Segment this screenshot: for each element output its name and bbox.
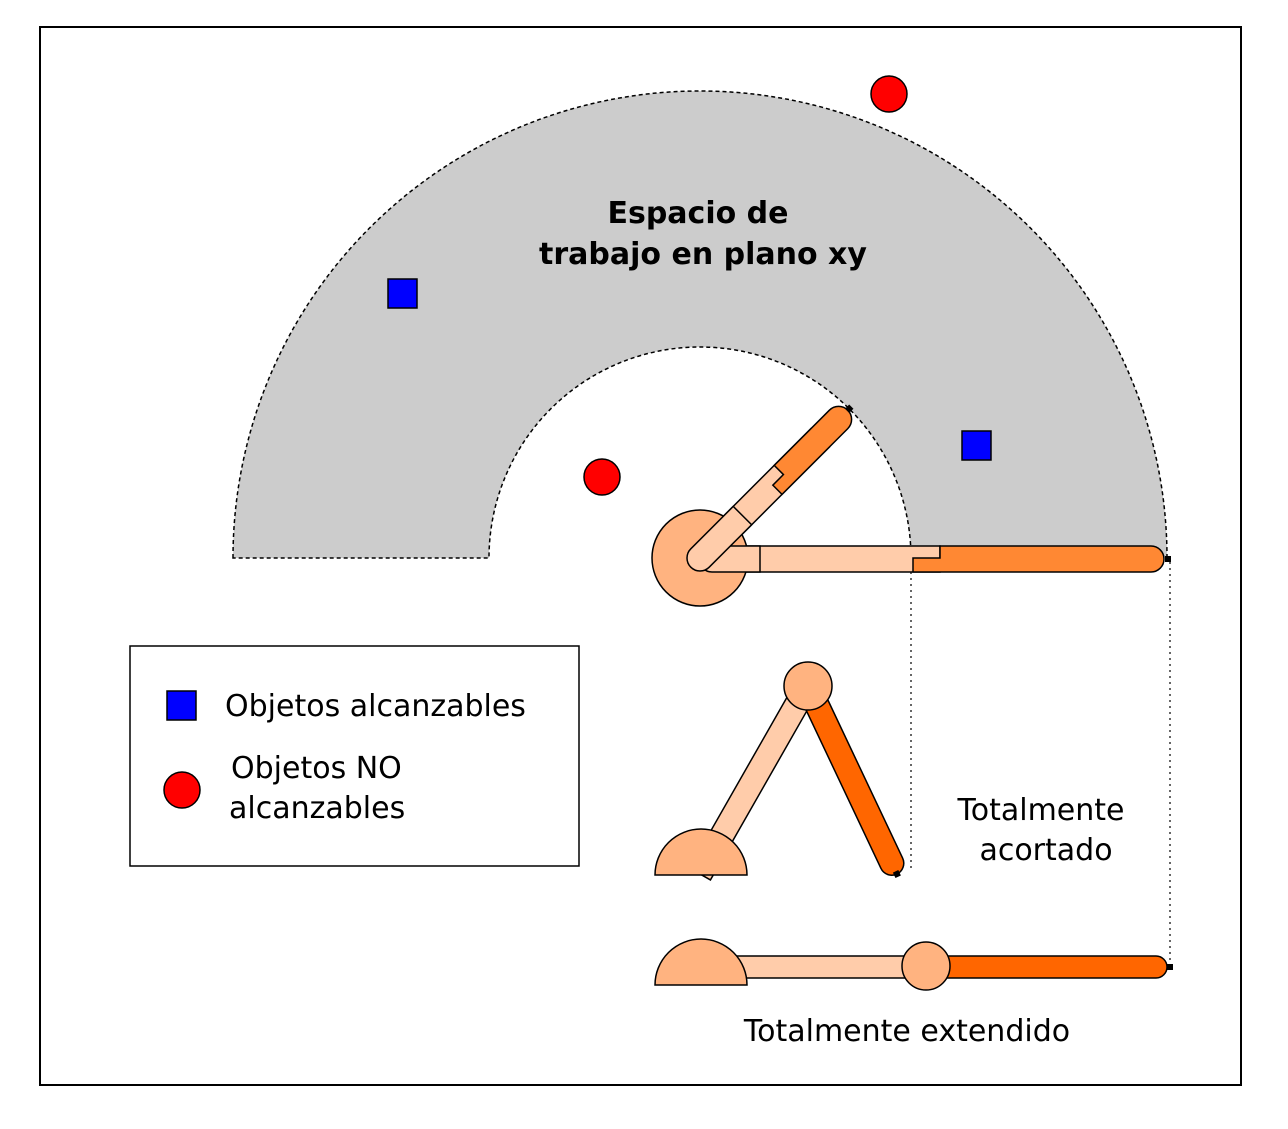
telescopic-arm-horizontal xyxy=(700,546,1171,572)
unreachable-object xyxy=(584,459,620,495)
upper-link-tip xyxy=(1167,964,1173,970)
upper-link xyxy=(926,956,1167,978)
caption-extended: Totalmente extendido xyxy=(743,1014,1071,1049)
unreachable-object xyxy=(871,76,907,112)
elbow-joint xyxy=(902,942,950,990)
caption-shortened-line2: acortado xyxy=(979,833,1113,868)
workspace-title-line2: trabajo en plano xy xyxy=(539,237,867,272)
reachable-object xyxy=(962,431,991,460)
arm-tip xyxy=(1165,556,1171,562)
legend-reachable-marker xyxy=(167,691,196,720)
reachable-object xyxy=(388,279,417,308)
elbow-joint xyxy=(784,662,832,710)
legend-unreachable-label-line1: Objetos NO xyxy=(231,751,402,786)
legend-unreachable-label-line2: alcanzables xyxy=(229,791,406,826)
workspace-title-line1: Espacio de xyxy=(607,196,789,231)
legend-unreachable-marker xyxy=(164,772,200,808)
legend-reachable-label: Objetos alcanzables xyxy=(225,689,526,724)
caption-shortened-line1: Totalmente xyxy=(957,793,1125,828)
arm-outer-segment xyxy=(913,546,1164,572)
